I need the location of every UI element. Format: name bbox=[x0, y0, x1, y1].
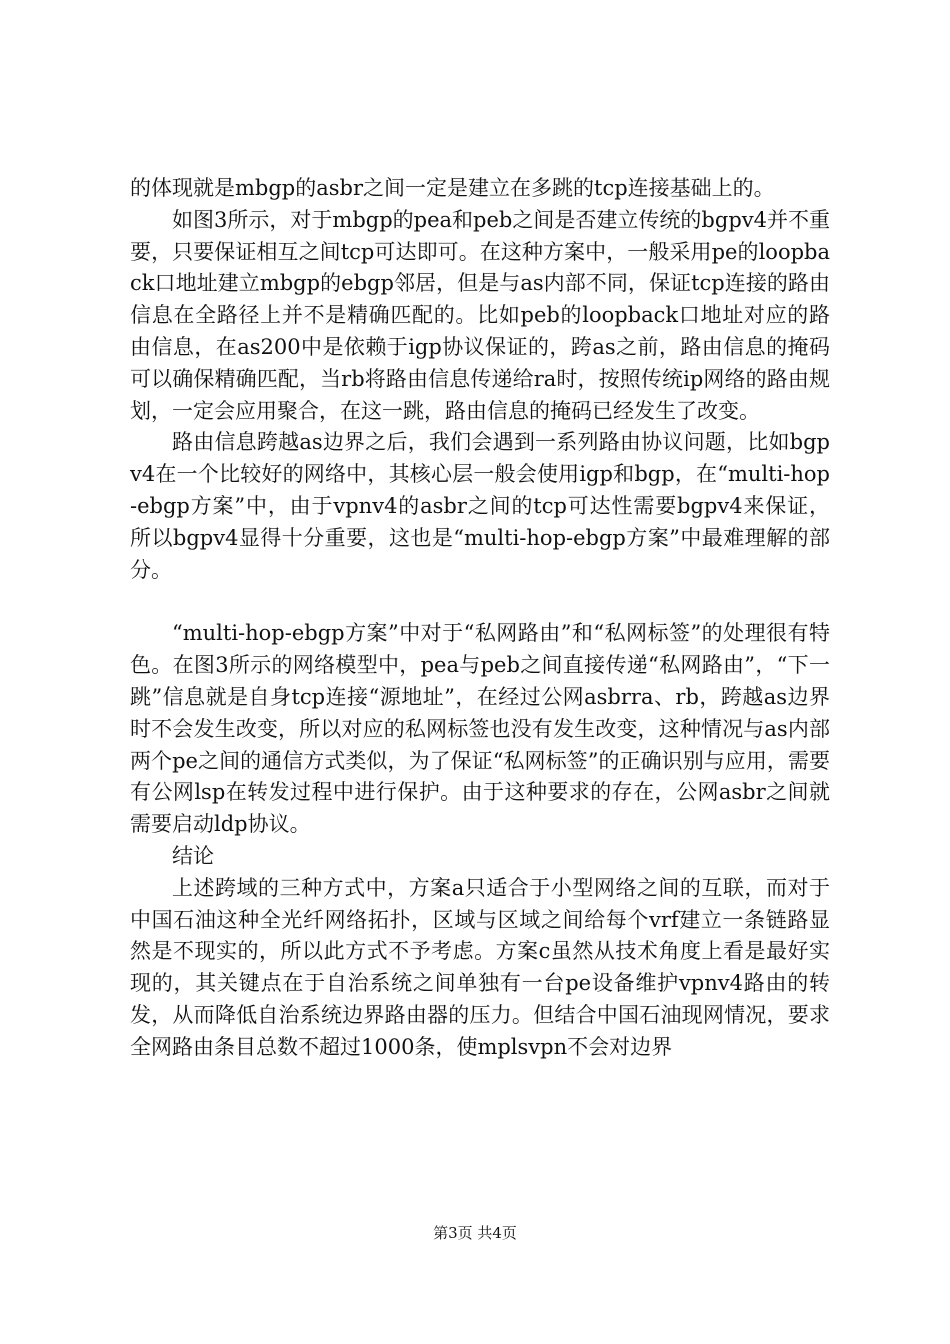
paragraph-private-label: “multi-hop-ebgp方案”中对于“私网路由”和“私网标签”的处理很有特色。在图3所示的网络模型中，pea与peb之间直接传递“私网路由”，“下一跳”信息就是自身tcp连接“源地址”，在经过公网asbrra、rb，跨越as边界时不会发生改变，所以对应的私网标签也没有发生改变，这种情况与as内部两个pe之间的通信方式类似，为了保证“私网标签”的正确识别与应用，需要有公网lsp在转发过程中进行保护。由于这种要求的存在，公网asbr之间就需要启动ldp协议。 bbox=[130, 621, 830, 837]
paragraph-as-boundary: 路由信息跨越as边界之后，我们会遇到一系列路由协议问题，比如bgpv4在一个比较好的网络中，其核心层一般会使用igp和bgp，在“multi-hop-ebgp方案”中，由于vpnv4的asbr之间的tcp可达性需要bgpv4来保证，所以bgpv4显得十分重要，这也是“multi-hop-ebgp方案”中最难理解的部分。 bbox=[130, 430, 830, 582]
section-heading-conclusion: 结论 bbox=[172, 843, 214, 868]
paragraph-figure3-tcp: 如图3所示，对于mbgp的pea和peb之间是否建立传统的bgpv4并不重要，只要保证相互之间tcp可达即可。在这种方案中，一般采用pe的loopback口地址建立mbgp的ebgp邻居，但是与as内部不同，保证tcp连接的路由信息在全路径上并不是精确匹配的。比如peb的loopback口地址对应的路由信息，在as200中是依赖于igp协议保证的，跨as之前，路由信息的掩码可以确保精确匹配，当rb将路由信息传递给ra时，按照传统ip网络的路由规划，一定会应用聚合，在这一跳，路由信息的掩码已经发生了改变。 bbox=[130, 207, 830, 423]
paragraph-continuation: 的体现就是mbgp的asbr之间一定是建立在多跳的tcp连接基础上的。 bbox=[130, 176, 775, 200]
page-footer: 第3页 共4页 bbox=[433, 1224, 517, 1242]
paragraph-conclusion: 上述跨域的三种方式中，方案a只适合于小型网络之间的互联，而对于中国石油这种全光纤网络拓扑，区域与区域之间给每个vrf建立一条链路显然是不现实的，所以此方式不予考虑。方案c虽然从技术角度上看是最好实现的，其关键点在于自治系统之间单独有一台pe设备维护vpnv4路由的转发，从而降低自治系统边界路由器的压力。但结合中国石油现网情况，要求全网路由条目总数不超过1000条，使mplsvpn不会对边界 bbox=[130, 875, 830, 1059]
document-body bbox=[130, 173, 830, 1064]
paragraph-spacer bbox=[130, 586, 830, 618]
